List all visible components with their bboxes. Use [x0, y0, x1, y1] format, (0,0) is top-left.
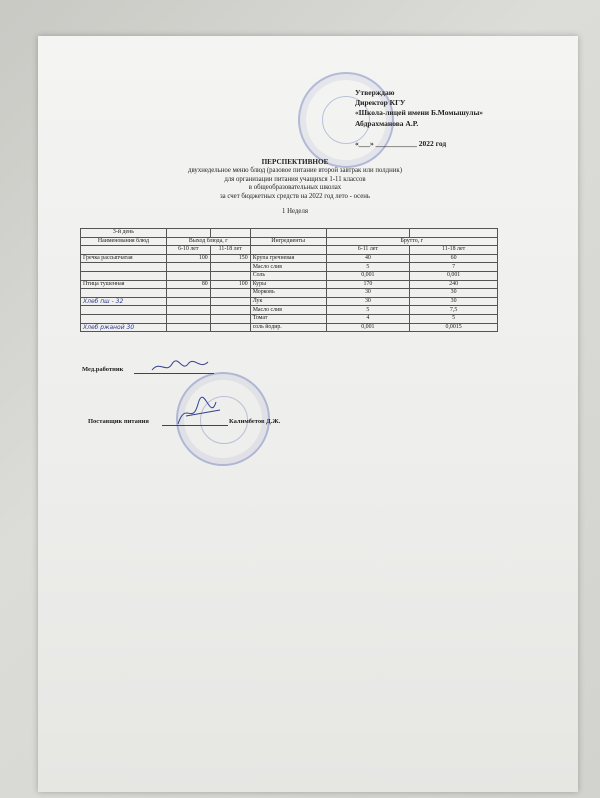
output-610-cell — [166, 323, 210, 332]
title-line3: для организации питания учащихся 1-11 классов — [224, 175, 366, 183]
output-1118-cell: 100 — [210, 280, 250, 289]
brutto-611-cell: 0,001 — [326, 271, 410, 280]
dish-name-cell — [81, 314, 167, 323]
brutto-611-cell: 5 — [326, 306, 410, 315]
table-row — [81, 314, 498, 323]
approval-line3: «Школа-лицей имени Б.Момышулы» — [355, 108, 484, 118]
ingredient-cell: Соль — [250, 271, 326, 280]
table-row — [81, 254, 498, 263]
output-610-cell — [166, 289, 210, 298]
dish-name-cell: Птица тушенная — [81, 280, 167, 289]
med-worker-label: Мед.работник — [82, 366, 124, 373]
header-dish-name: Наименования блюд — [81, 237, 167, 246]
brutto-1118-cell: 7 — [410, 263, 498, 272]
approval-line1: Утверждаю — [355, 88, 395, 97]
output-610-cell: 80 — [166, 280, 210, 289]
brutto-611-cell: 30 — [326, 297, 410, 306]
table-row — [81, 297, 498, 306]
week-label: 1 Неделя — [282, 207, 308, 215]
brutto-1118-cell: 7,5 — [410, 306, 498, 315]
supplier-name: Калимбетов Д.Ж. — [229, 418, 281, 425]
brutto-611-cell: 170 — [326, 280, 410, 289]
ingredient-cell: Лук — [250, 297, 326, 306]
dish-name-cell — [81, 289, 167, 298]
brutto-1118-cell: 30 — [410, 289, 498, 298]
output-1118-cell — [210, 289, 250, 298]
header-age-1118: 11-18 лет — [210, 246, 250, 255]
approval-line2: Директор КГУ — [355, 98, 406, 108]
header-ingredients: Ингредиенты — [250, 237, 326, 246]
dish-name-cell: Хлеб пш - 32 — [81, 297, 167, 306]
title-main: ПЕРСПЕКТИВНОЕ — [261, 158, 329, 166]
day-cell: 3-й день — [81, 229, 167, 238]
output-610-cell — [166, 306, 210, 315]
table-row — [81, 289, 498, 298]
title-line5: за счет бюджетных средств на 2022 год лето - осень — [219, 193, 371, 201]
ingredient-cell: Томат — [250, 314, 326, 323]
output-1118-cell — [210, 306, 250, 315]
title-line4: в общеобразовательных школах — [248, 184, 342, 192]
ingredient-cell: Морковь — [250, 289, 326, 298]
output-1118-cell — [210, 263, 250, 272]
brutto-1118-cell: 5 — [410, 314, 498, 323]
dish-name-cell: Гречка рассыпчатая — [81, 254, 167, 263]
dish-name-cell — [81, 263, 167, 272]
output-1118-cell — [210, 314, 250, 323]
brutto-1118-cell: 240 — [410, 280, 498, 289]
output-610-cell — [166, 314, 210, 323]
output-1118-cell — [210, 271, 250, 280]
brutto-1118-cell: 0,001 — [410, 271, 498, 280]
output-610-cell: 100 — [166, 254, 210, 263]
document-title-block — [140, 158, 450, 217]
brutto-611-cell: 30 — [326, 289, 410, 298]
output-610-cell — [166, 263, 210, 272]
brutto-611-cell: 0,001 — [326, 323, 410, 332]
output-610-cell — [166, 297, 210, 306]
supplier-label: Поставщик питания — [88, 418, 149, 425]
output-1118-cell — [210, 323, 250, 332]
table-subheader-row — [81, 246, 498, 255]
table-row — [81, 263, 498, 272]
table-header-row — [81, 237, 498, 246]
ingredient-cell: Масло слив — [250, 306, 326, 315]
supplier-signature-scribble — [172, 396, 228, 428]
dish-name-cell — [81, 306, 167, 315]
brutto-611-cell: 5 — [326, 263, 410, 272]
approval-line4: Абдрахманова А.Р. — [355, 118, 419, 128]
dish-name-cell: Хлеб ржаной 30 — [81, 323, 167, 332]
dish-name-cell — [81, 271, 167, 280]
table-row — [81, 323, 498, 332]
table-row — [81, 306, 498, 315]
ingredient-cell: соль йодир. — [250, 323, 326, 332]
approval-date: «___» ___________ 2022 год — [355, 138, 447, 148]
output-610-cell — [166, 271, 210, 280]
output-1118-cell — [210, 297, 250, 306]
brutto-611-cell: 4 — [326, 314, 410, 323]
table-row — [81, 280, 498, 289]
header-age-611: 6-11 лет — [326, 246, 410, 255]
brutto-1118-cell: 0,0015 — [410, 323, 498, 332]
header-age-1118b: 11-18 лет — [410, 246, 498, 255]
ingredient-cell: Крупа гречневая — [250, 254, 326, 263]
title-line2: двухнедельное меню блюд (разовое питание второй завтрак или полдник) — [188, 166, 402, 174]
ingredient-cell: Масло слив — [250, 263, 326, 272]
brutto-1118-cell: 30 — [410, 297, 498, 306]
header-output: Выход блюда, г — [166, 237, 250, 246]
brutto-611-cell: 40 — [326, 254, 410, 263]
output-1118-cell: 150 — [210, 254, 250, 263]
header-age-610: 6-10 лет — [166, 246, 210, 255]
menu-table — [80, 228, 498, 332]
header-brutto: Брутто, г — [326, 237, 497, 246]
med-signature-scribble — [150, 358, 210, 376]
brutto-1118-cell: 60 — [410, 254, 498, 263]
table-row — [81, 271, 498, 280]
approval-block — [355, 88, 483, 149]
table-row — [81, 229, 498, 238]
ingredient-cell: Куры — [250, 280, 326, 289]
